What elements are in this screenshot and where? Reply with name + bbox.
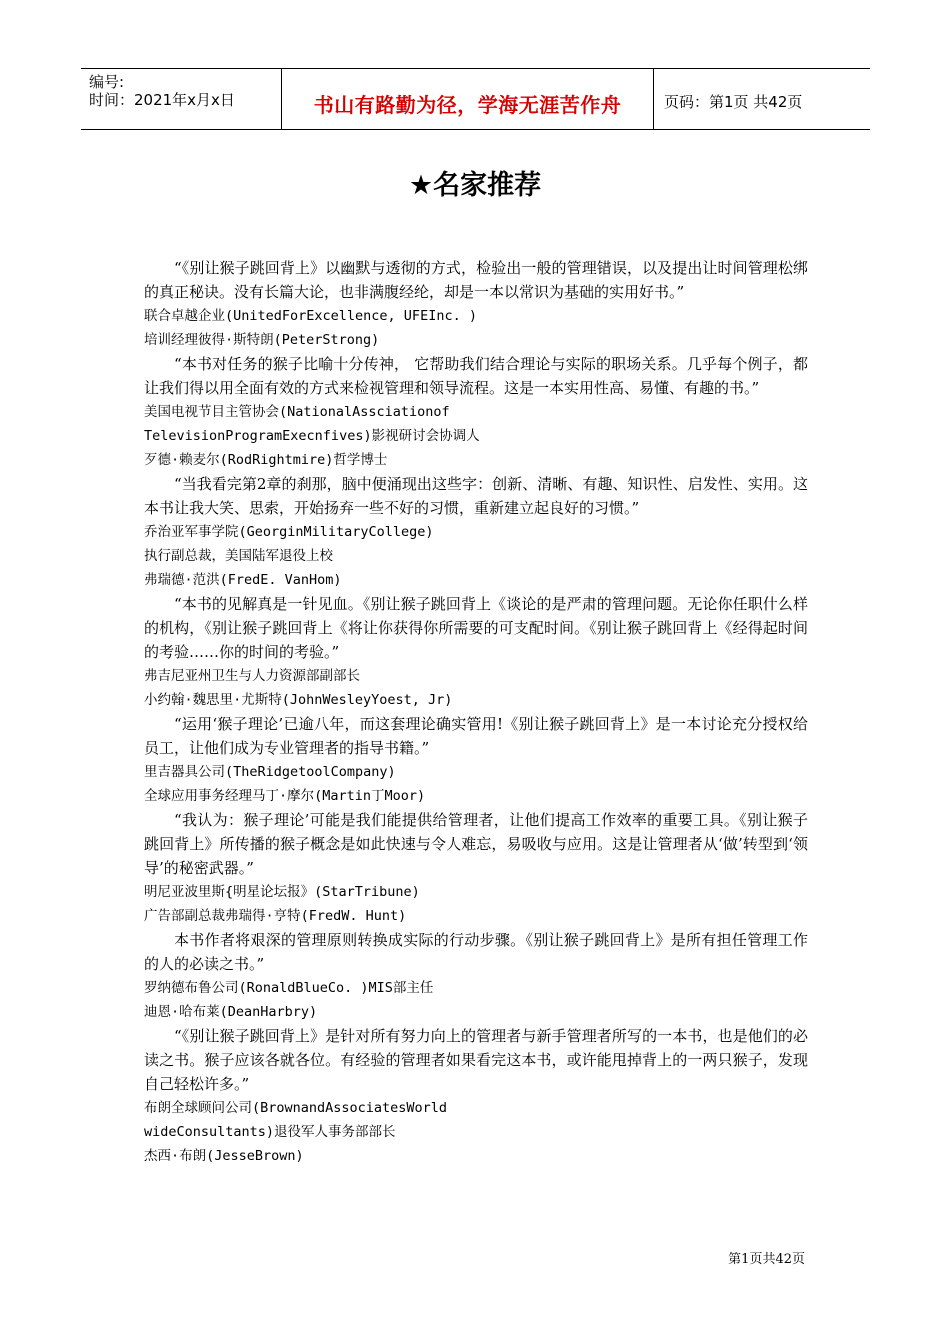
recommendations-content	[144, 256, 808, 1168]
header-motto-cell	[282, 69, 654, 129]
recommendation-quote: “本书对任务的猴子比喻十分传神， 它帮助我们结合理论与实际的职场关系。几乎每个例子，都让我们得以用全面有效的方式来检视管理和领导流程。这是一本实用性高、易懂、有趣的书。”	[144, 355, 808, 397]
recommendation-attribution: TelevisionProgramExecnfives)影视研讨会协调人	[144, 428, 480, 444]
header-info-cell	[81, 69, 282, 129]
recommendation-attribution: 广告部副总裁弗瑞得·亨特(FredW. Hunt)	[144, 908, 407, 924]
recommendation-attribution: 弗吉尼亚州卫生与人力资源部副部长	[144, 668, 360, 684]
recommendation-quote: “本书的见解真是一针见血。《别让猴子跳回背上《谈论的是严肃的管理问题。无论你任职什么样的机构，《别让猴子跳回背上《将让你获得你所需要的可支配时间。《别让猴子跳回背上《经得起时间的考验……你的时间的考验。”	[144, 595, 808, 661]
recommendation-quote: “《别让猴子跳回背上》是针对所有努力向上的管理者与新手管理者所写的一本书，也是他们的必读之书。猴子应该各就各位。有经验的管理者如果看完这本书，或许能甩掉背上的一两只猴子，发现自己轻松许多。”	[144, 1027, 808, 1093]
recommendation-attribution: 培训经理彼得·斯特朗(PeterStrong)	[144, 332, 380, 348]
page-title: ★名家推荐	[408, 170, 542, 201]
header-motto: 书山有路勤为径，学海无涯苦作舟	[313, 93, 622, 117]
recommendation-attribution: wideConsultants)退役军人事务部部长	[144, 1124, 396, 1140]
document-number-label: 编号:	[89, 73, 125, 91]
recommendation-quote: “运用‘猴子理论’已逾八年，而这套理论确实管用!《别让猴子跳回背上》是一本讨论充分授权给员工，让他们成为专业管理者的指导书籍。”	[144, 715, 808, 757]
document-date-label: 时间：2021年x月x日	[89, 91, 235, 109]
recommendation-attribution: 美国电视节目主管协会(NationalAssciationof	[144, 404, 450, 420]
recommendation-attribution: 杰西·布朗(JesseBrown)	[144, 1148, 304, 1164]
recommendation-attribution: 乔治亚军事学院(GeorginMilitaryCollege)	[144, 524, 434, 540]
recommendation-attribution: 执行副总裁，美国陆军退役上校	[144, 548, 333, 564]
header-page-code: 页码：第1页 共42页	[664, 93, 803, 111]
recommendation-quote: 本书作者将艰深的管理原则转换成实际的行动步骤。《别让猴子跳回背上》是所有担任管理工作的人的必读之书。”	[144, 931, 808, 973]
recommendation-attribution: 联合卓越企业(UnitedForExcellence, UFEInc. )	[144, 308, 477, 324]
recommendation-quote: “我认为：猴子理论’可能是我们能提供给管理者，让他们提高工作效率的重要工具。《别让猴子跳回背上》所传播的猴子概念是如此快速与令人难忘，易吸收与应用。这是让管理者从‘做’转型到‘领导’的秘密武器。”	[144, 811, 808, 877]
recommendation-attribution: 布朗全球顾问公司(BrownandAssociatesWorld	[144, 1100, 448, 1116]
recommendation-attribution: 明尼亚波里斯{明星论坛报》(StarTribune)	[144, 884, 420, 900]
recommendation-attribution: 迪恩·哈布莱(DeanHarbry)	[144, 1004, 318, 1020]
recommendation-quote: “《别让猴子跳回背上》以幽默与透彻的方式，检验出一般的管理错误，以及提出让时间管理松绑的真正秘诀。没有长篇大论，也非满腹经纶，却是一本以常识为基础的实用好书。”	[144, 259, 808, 301]
recommendation-attribution: 歹德·赖麦尔(RodRightmire)哲学博士	[144, 452, 388, 468]
recommendation-attribution: 里吉器具公司(TheRidgetoolCompany)	[144, 764, 396, 780]
recommendation-quote: “当我看完第2章的刹那，脑中便涌现出这些字：创新、清晰、有趣、知识性、启发性、实用。这本书让我大笑、思索，开始扬弃一些不好的习惯，重新建立起良好的习惯。”	[144, 475, 808, 517]
page-header	[81, 68, 870, 130]
page-footer: 第1页共42页	[728, 1252, 805, 1267]
recommendation-attribution: 小约翰·魏思里·尤斯特(JohnWesleyYoest, Jr)	[144, 692, 453, 708]
recommendation-attribution: 罗纳德布鲁公司(RonaldBlueCo. )MIS部主任	[144, 980, 434, 996]
header-page-cell	[654, 69, 870, 129]
recommendation-attribution: 弗瑞德·范洪(FredE. VanHom)	[144, 572, 342, 588]
recommendation-attribution: 全球应用事务经理马丁·摩尔(Martin丁Moor)	[144, 788, 426, 804]
